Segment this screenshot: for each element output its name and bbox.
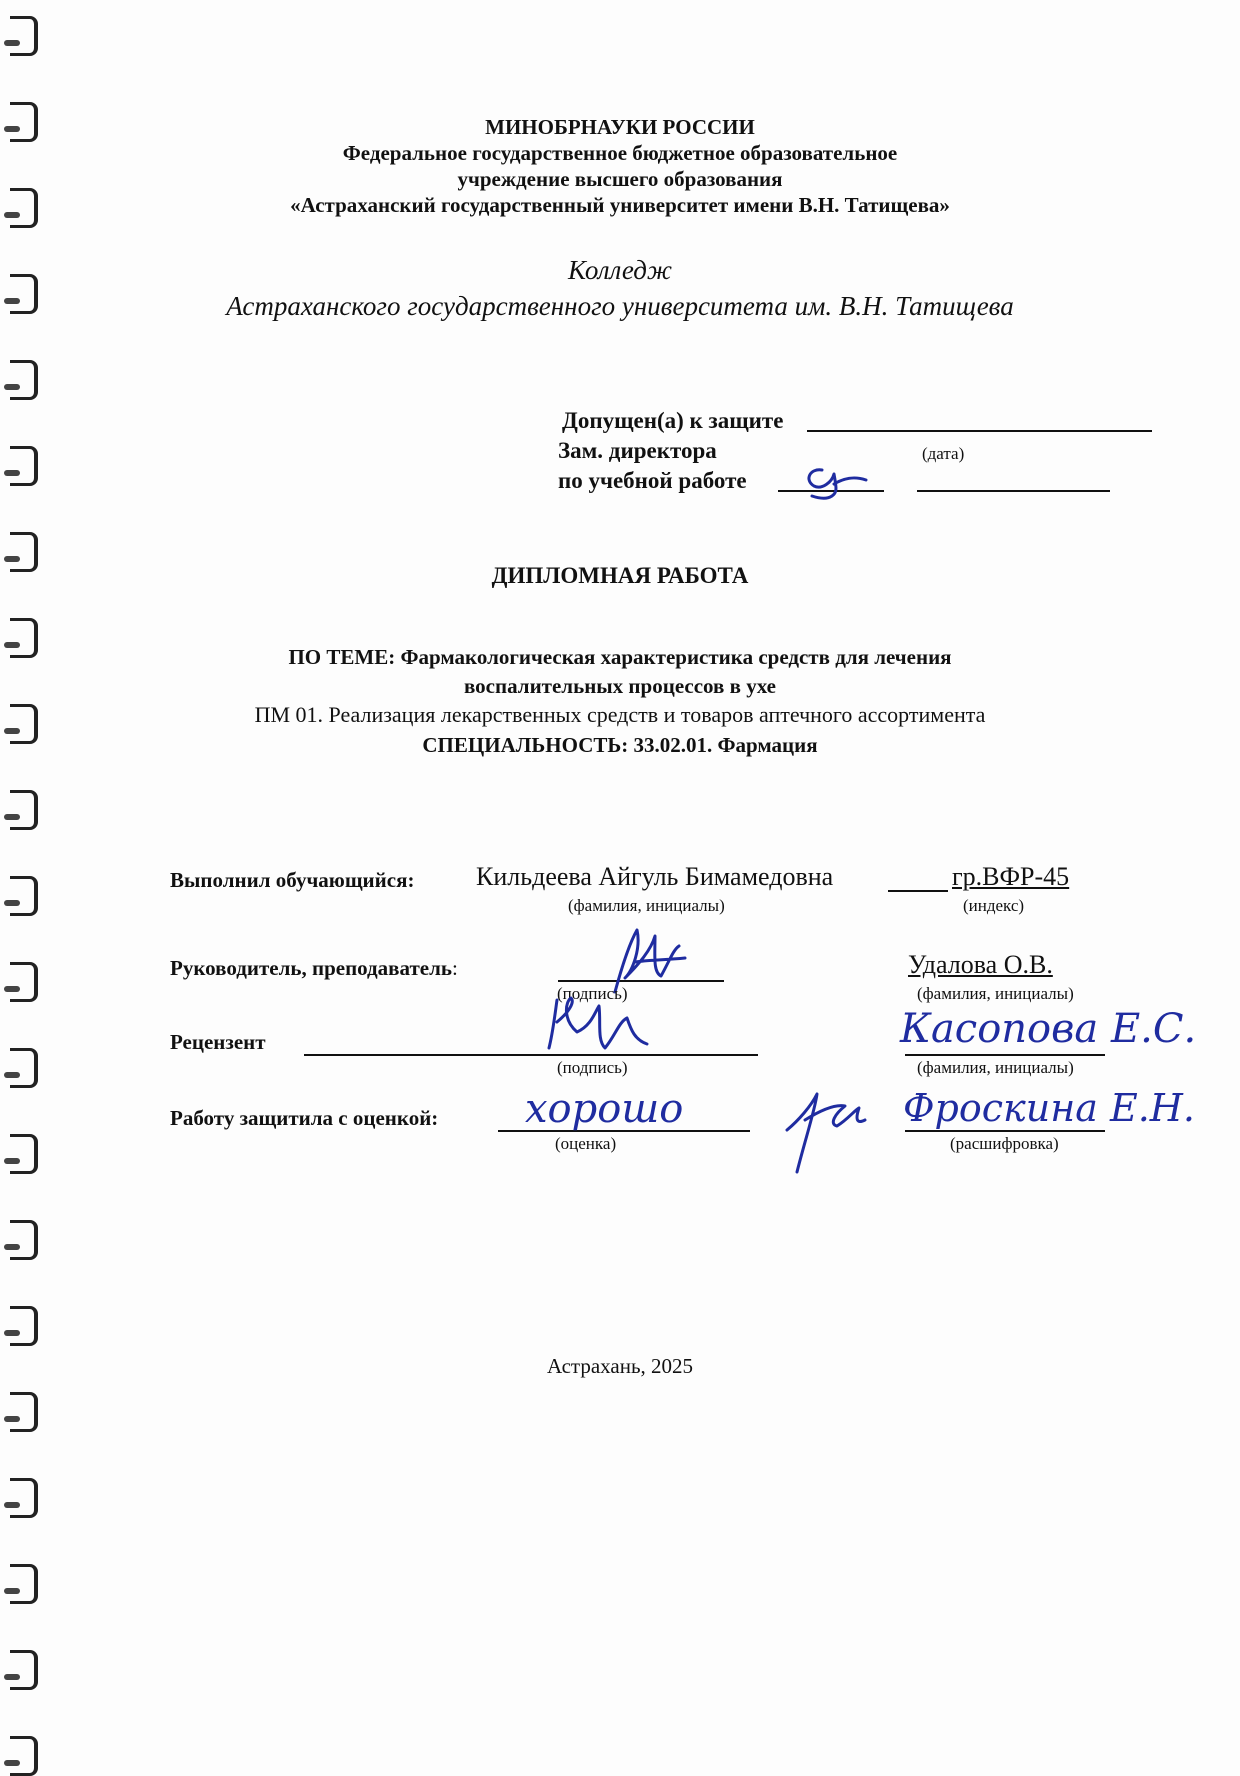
deputy-label: Зам. директора: [558, 438, 717, 463]
name-caption: (фамилия, инициалы): [568, 896, 725, 915]
topic-line: ПО ТЕМЕ: Фармакологическая характеристика средств для лечения: [288, 645, 952, 669]
signature-caption: (подпись): [557, 1058, 628, 1077]
reviewer-label: Рецензент: [170, 1030, 266, 1054]
date-caption: (дата): [922, 444, 965, 463]
committee-signature: [775, 1080, 875, 1180]
binding-ring: [10, 784, 40, 830]
college-line: Колледж: [567, 255, 673, 285]
defense-decoding: Фроскина Е.Н.: [903, 1086, 1195, 1130]
institution-line: учреждение высшего образования: [457, 167, 783, 191]
binding-ring: [10, 1300, 40, 1346]
student-name: Кильдеева Айгуль Бимамедовна: [476, 862, 834, 891]
specialty-line: СПЕЦИАЛЬНОСТЬ: 33.02.01. Фармация: [422, 733, 818, 757]
supervisor-label: Руководитель, преподаватель:: [170, 956, 458, 980]
grade-caption: (оценка): [555, 1134, 617, 1153]
binding-ring: [10, 1472, 40, 1518]
student-group: гр.ВФР-45: [952, 862, 1070, 891]
binding-ring: [10, 1042, 40, 1088]
binding-ring: [10, 1730, 40, 1776]
deputy-signature: [792, 456, 882, 506]
index-caption: (индекс): [963, 896, 1025, 915]
binding-ring: [10, 1214, 40, 1260]
binding-ring: [10, 1558, 40, 1604]
blank-line: [888, 866, 948, 892]
city-year: Астрахань, 2025: [546, 1354, 694, 1378]
admitted-label: Допущен(а) к защите: [562, 408, 784, 433]
binding-ring: [10, 870, 40, 916]
signature-line: [304, 1030, 758, 1056]
module-line: ПМ 01. Реализация лекарственных средств и товаров аптечного ассортимента: [254, 702, 986, 727]
binding-ring: [10, 1386, 40, 1432]
name-line: [905, 1030, 1105, 1056]
academic-label: по учебной работе: [558, 468, 747, 493]
signature-caption: (подпись): [557, 984, 628, 1003]
defense-label: Работу защитила с оценкой:: [170, 1106, 439, 1130]
topic-line: воспалительных процессов в ухе: [463, 674, 776, 698]
document-title: ДИПЛОМНАЯ РАБОТА: [491, 563, 749, 588]
binding-ring: [10, 1128, 40, 1174]
student-label: Выполнил обучающийся:: [170, 868, 415, 892]
decoding-caption: (расшифровка): [950, 1134, 1059, 1153]
date-line: [917, 468, 1110, 492]
college-line: Астраханского государственного университета им. В.Н. Татищева: [226, 291, 1014, 321]
binding-ring: [10, 354, 40, 400]
binding-ring: [10, 10, 40, 56]
institution-line: Федеральное государственное бюджетное образовательное: [342, 141, 898, 165]
reviewer-name: Касопова Е.С.: [900, 1006, 1197, 1052]
binding-ring: [10, 956, 40, 1002]
reviewer-signature: [535, 992, 655, 1062]
ministry-heading: МИНОБРНАУКИ РОССИИ: [485, 115, 755, 139]
name-caption: (фамилия, инициалы): [917, 984, 1074, 1003]
decoding-line: [905, 1106, 1105, 1132]
binding-ring: [10, 1644, 40, 1690]
name-caption: (фамилия, инициалы): [917, 1058, 1074, 1077]
supervisor-name: Удалова О.В.: [908, 950, 1053, 979]
university-name: «Астраханский государственный университет имени В.Н. Татищева»: [290, 193, 950, 217]
binding-ring: [10, 440, 40, 486]
defense-grade: хорошо: [525, 1086, 684, 1132]
date-line: [807, 408, 1152, 432]
